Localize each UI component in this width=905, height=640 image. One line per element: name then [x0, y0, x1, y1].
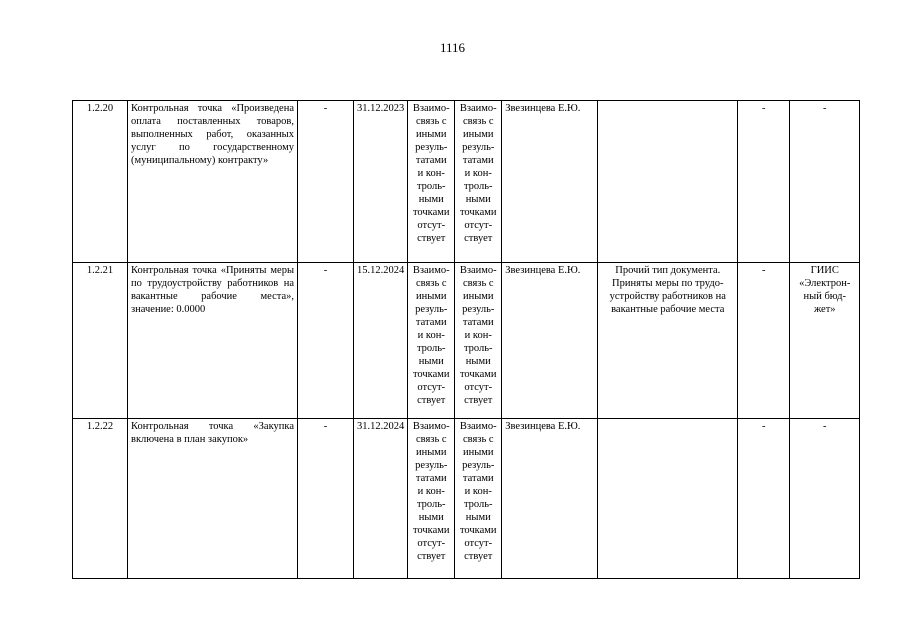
control-points-table — [72, 100, 860, 579]
approval-level: - — [738, 419, 790, 579]
row-number: 1.2.20 — [73, 101, 128, 263]
due-date: 31.12.2024 — [354, 419, 408, 579]
predecessor-relation: Взаимо- связь с иными резуль- татами и кон- троль- ными точками отсут- ствует — [408, 263, 455, 419]
table-row — [73, 263, 860, 419]
due-date: 31.12.2023 — [354, 101, 408, 263]
predecessor-relation: Взаимо- связь с иными резуль- татами и кон- троль- ными точками отсут- ствует — [408, 419, 455, 579]
responsible-person: Звезинцева Е.Ю. — [502, 101, 598, 263]
table-row — [73, 101, 860, 263]
approval-level: - — [738, 263, 790, 419]
row-description: Контрольная точка «Приняты меры по трудоустройству работников на вакантные рабочие места», значение: 0.0000 — [128, 263, 298, 419]
responsible-person: Звезинцева Е.Ю. — [502, 419, 598, 579]
information-system: - — [790, 101, 860, 263]
base-value: - — [298, 419, 354, 579]
base-value: - — [298, 101, 354, 263]
row-number: 1.2.22 — [73, 419, 128, 579]
successor-relation: Взаимо- связь с иными резуль- татами и кон- троль- ными точками отсут- ствует — [455, 263, 502, 419]
approval-level: - — [738, 101, 790, 263]
successor-relation: Взаимо- связь с иными резуль- татами и кон- троль- ными точками отсут- ствует — [455, 101, 502, 263]
successor-relation: Взаимо- связь с иными резуль- татами и кон- троль- ными точками отсут- ствует — [455, 419, 502, 579]
information-system: - — [790, 419, 860, 579]
predecessor-relation: Взаимо- связь с иными резуль- татами и кон- троль- ными точками отсут- ствует — [408, 101, 455, 263]
due-date: 15.12.2024 — [354, 263, 408, 419]
document-type — [598, 101, 738, 263]
base-value: - — [298, 263, 354, 419]
responsible-person: Звезинцева Е.Ю. — [502, 263, 598, 419]
document-type — [598, 419, 738, 579]
table-row — [73, 419, 860, 579]
page-number: 1116 — [439, 40, 466, 55]
information-system: ГИИС «Электрон- ный бюд- жет» — [790, 263, 860, 419]
row-description: Контрольная точка «Закупка включена в план закупок» — [128, 419, 298, 579]
document-type: Прочий тип документа. Приняты меры по трудо- устройству работников на вакантные рабочие места — [598, 263, 738, 419]
row-number: 1.2.21 — [73, 263, 128, 419]
row-description: Контрольная точка «Произведена оплата поставленных товаров, выполненных работ, оказанных услуг по государственному (муниципальному) контракту» — [128, 101, 298, 263]
